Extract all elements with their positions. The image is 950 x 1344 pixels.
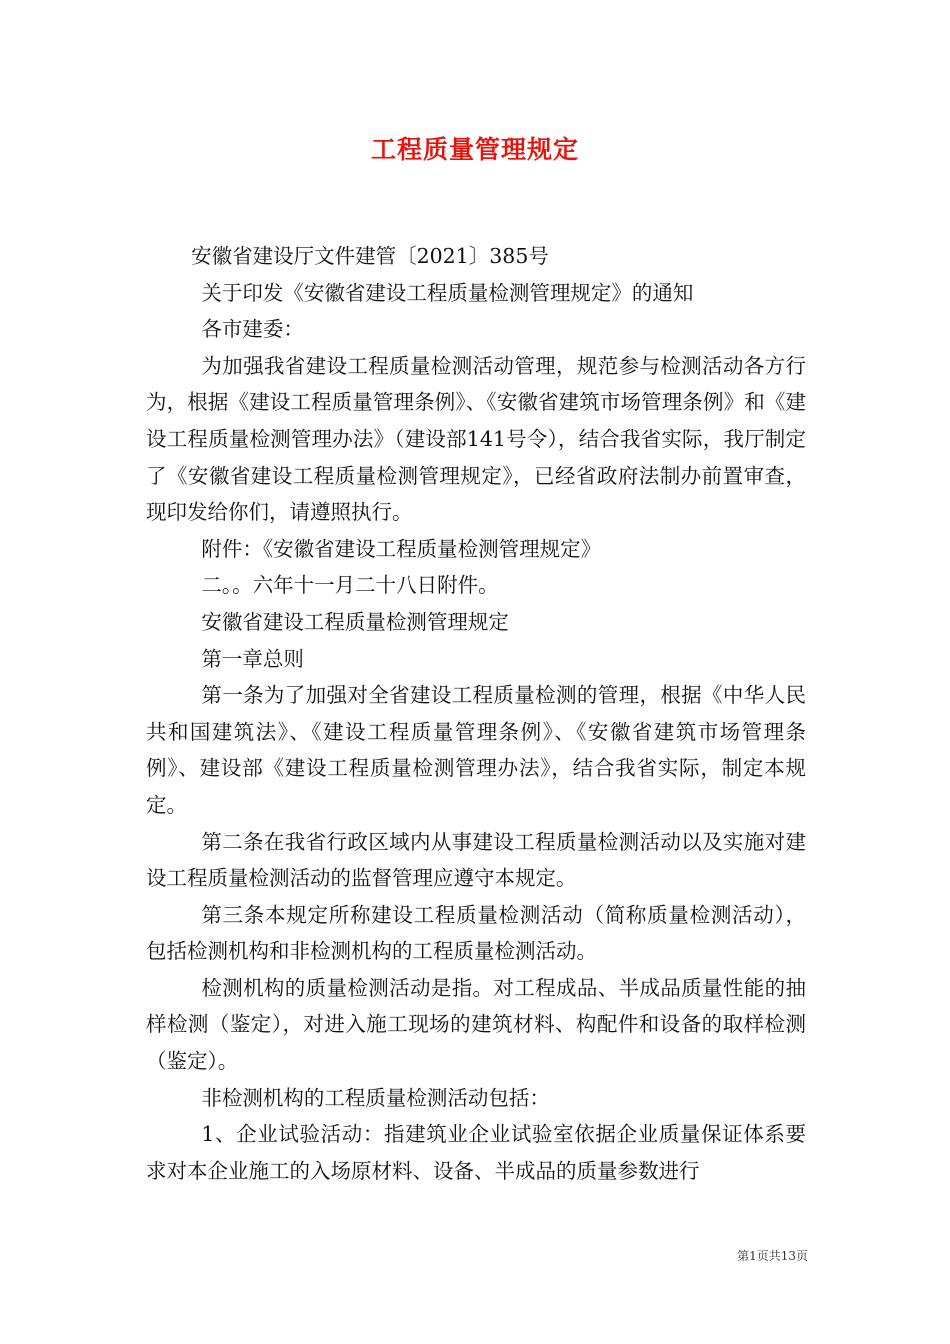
list-item: 1、企业试验活动：指建筑业企业试验室依据企业质量保证体系要求对本企业施工的入场原材料、设备、半成品的质量参数进行	[146, 1122, 806, 1183]
attachment-line: 附件：《安徽省建设工程质量检测管理规定》	[201, 536, 602, 561]
document-body	[146, 238, 806, 1189]
salutation: 各市建委：	[201, 317, 304, 342]
page-title: 工程质量管理规定	[370, 135, 579, 164]
body-paragraph: 为加强我省建设工程质量检测活动管理，规范参与检测活动各方行为，根据《建设工程质量管理条例》、《安徽省建筑市场管理条例》和《建设工程质量检测管理办法》（建设部141号令），结合我省实际，我厅制定了《安徽省建设工程质量检测管理规定》，已经省政府法制办前置审查，现印发给你们，请遵照执行。	[146, 353, 806, 525]
article-paragraph: 第二条在我省行政区域内从事建设工程质量检测活动以及实施对建设工程质量检测活动的监督管理应遵守本规定。	[146, 829, 806, 891]
chapter-heading: 第一章总则	[201, 646, 304, 671]
page-number: 第1页共13页	[737, 1249, 808, 1263]
notice-heading: 关于印发《安徽省建设工程质量检测管理规定》的通知	[201, 280, 694, 305]
regulation-title: 安徽省建设工程质量检测管理规定	[201, 609, 509, 634]
date-line: 二。。六年十一月二十八日附件。	[201, 573, 499, 598]
body-paragraph: 检测机构的质量检测活动是指。对工程成品、半成品质量性能的抽样检测（鉴定），对进入施工现场的建筑材料、构配件和设备的取样检测（鉴定）。	[146, 975, 806, 1074]
document-number: 安徽省建设厅文件建管〔2021〕385号	[191, 244, 549, 268]
article-paragraph: 第一条为了加强对全省建设工程质量检测的管理，根据《中华人民共和国建筑法》、《建设工程质量管理条例》、《安徽省建筑市场管理条例》、建设部《建设工程质量检测管理办法》，结合我省实际，制定本规定。	[146, 683, 806, 817]
body-paragraph: 非检测机构的工程质量检测活动包括：	[201, 1085, 550, 1110]
article-paragraph: 第三条本规定所称建设工程质量检测活动（简称质量检测活动），包括检测机构和非检测机构的工程质量检测活动。	[146, 902, 806, 964]
